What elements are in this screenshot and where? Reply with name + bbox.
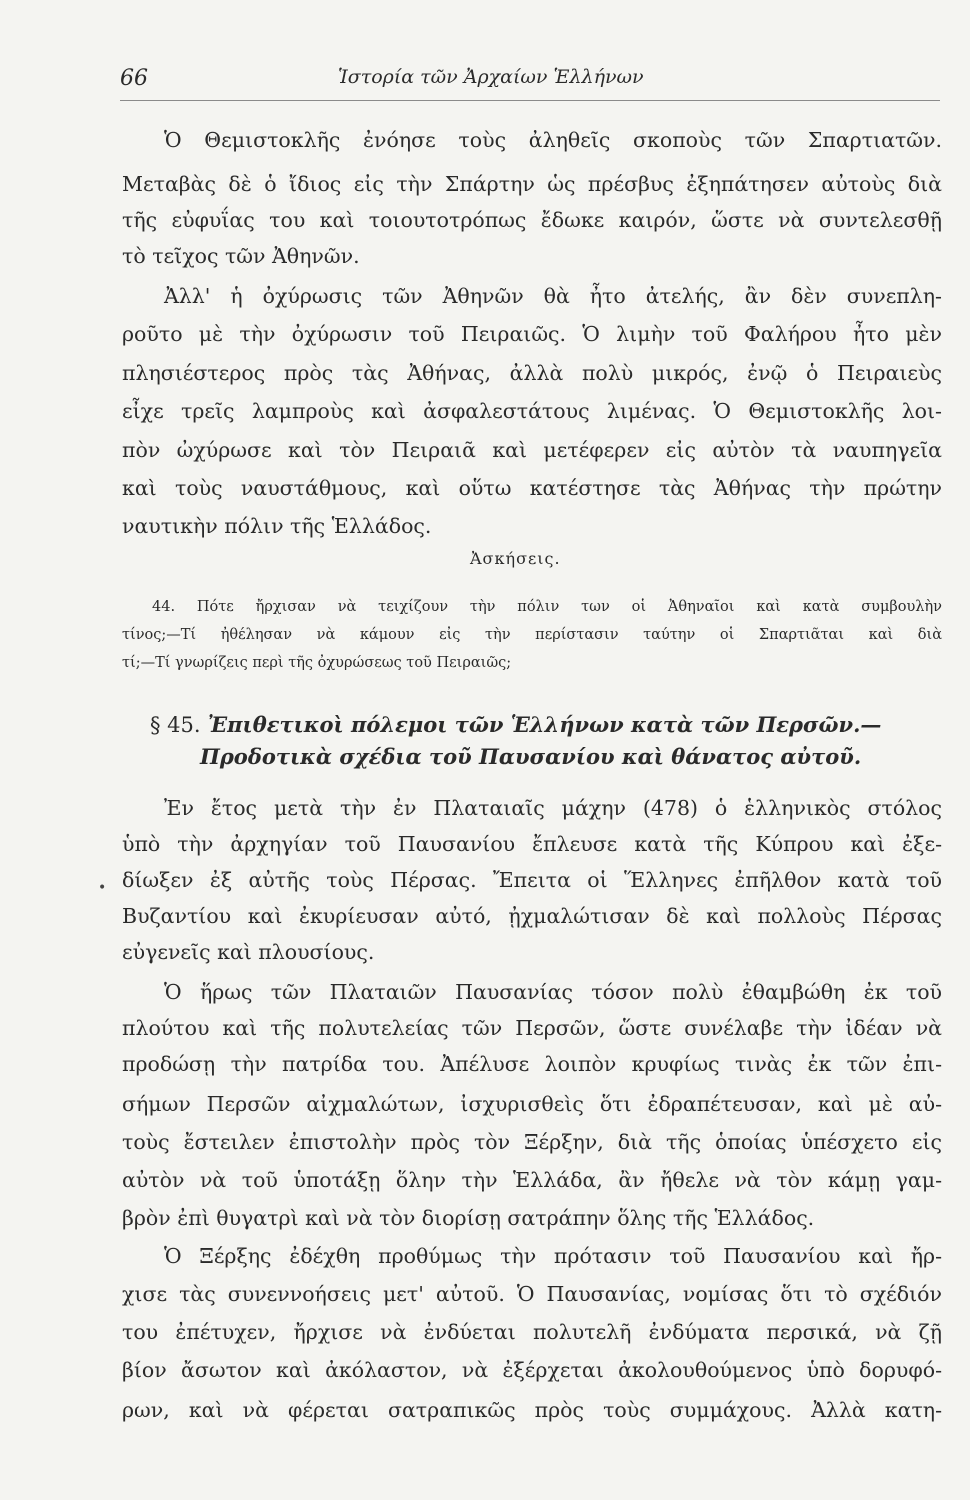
text-line: ρων, καὶ νὰ φέρεται σατραπικῶς πρὸς τοὺς συμμάχους. Ἀλλὰ κατη- xyxy=(122,1398,942,1422)
text-line: εἶχε τρεῖς λαμπροὺς καὶ ἀσφαλεστάτους λιμένας. Ὁ Θεμιστοκλῆς λοι- xyxy=(122,399,942,423)
text-line: αὐτὸν νὰ τοῦ ὑποτάξῃ ὅλην τὴν Ἑλλάδα, ἂν ἤθελε νὰ τὸν κάμῃ γαμ- xyxy=(122,1168,942,1192)
page-number: 66 xyxy=(120,66,148,91)
section-heading xyxy=(150,712,940,737)
text-line: σήμων Περσῶν αἰχμαλώτων, ἰσχυρισθεὶς ὅτι ἐδραπέτευσαν, καὶ μὲ αὐ- xyxy=(122,1092,942,1116)
text-line: πὸν ὠχύρωσε καὶ τὸν Πειραιᾶ καὶ μετέφερεν εἰς αὐτὸν τὰ ναυπηγεῖα xyxy=(122,438,942,462)
page-header xyxy=(120,66,940,98)
section-title-line2: Προδοτικὰ σχέδια τοῦ Παυσανίου καὶ θάνατος αὐτοῦ. xyxy=(200,744,862,769)
text-line: τὸ τεῖχος τῶν Ἀθηνῶν. xyxy=(122,244,360,268)
text-line: Βυζαντίου καὶ ἐκυρίευσαν αὐτό, ᾐχμαλώτισαν δὲ καὶ πολλοὺς Πέρσας xyxy=(122,904,942,928)
print-mark-dot: • xyxy=(98,880,107,896)
text-line: του ἐπέτυχεν, ἤρχισε νὰ ἐνδύεται πολυτελῆ ἐνδύματα περσικά, νὰ ζῇ xyxy=(122,1320,942,1344)
running-title: Ἱστορία τῶν Ἀρχαίων Ἑλλήνων xyxy=(338,66,644,88)
text-line: καὶ τοὺς ναυστάθμους, καὶ οὕτω κατέστησε τὰς Ἀθήνας τὴν πρώτην xyxy=(122,476,942,500)
text-line: ναυτικὴν πόλιν τῆς Ἑλλάδος. xyxy=(122,514,432,538)
text-line: δίωξεν ἐξ αὐτῆς τοὺς Πέρσας. Ἔπειτα οἱ Ἕλληνες ἐπῆλθον κατὰ τοῦ xyxy=(122,868,942,892)
text-line: ροῦτο μὲ τὴν ὀχύρωσιν τοῦ Πειραιῶς. Ὁ λιμὴν τοῦ Φαλήρου ἦτο μὲν xyxy=(122,322,942,346)
exercises-heading: Ἀσκήσεις. xyxy=(470,549,561,568)
exercise-line: τί;—Τί γνωρίζεις περὶ τῆς ὀχυρώσεως τοῦ Πειραιῶς; xyxy=(122,655,512,671)
text-line: τῆς εὐφυΐας του καὶ τοιουτοτρόπως ἔδωκε καιρόν, ὥστε νὰ συντελεσθῇ xyxy=(122,208,942,232)
section-number: § 45. xyxy=(150,713,201,737)
text-line: βίον ἄσωτον καὶ ἀκόλαστον, νὰ ἐξέρχεται ἀκολουθούμενος ὑπὸ δορυφό- xyxy=(122,1358,942,1382)
text-line: χισε τὰς συνεννοήσεις μετ' αὐτοῦ. Ὁ Παυσανίας, νομίσας ὅτι τὸ σχέδιόν xyxy=(122,1282,942,1306)
text-line: Ὁ Ξέρξης ἐδέχθη προθύμως τὴν πρότασιν τοῦ Παυσανίου καὶ ἤρ- xyxy=(164,1244,942,1268)
text-line: πλούτου καὶ τῆς πολυτελείας τῶν Περσῶν, ὥστε συνέλαβε τὴν ἰδέαν νὰ xyxy=(122,1016,942,1040)
exercise-line: 44. Πότε ἤρχισαν νὰ τειχίζουν τὴν πόλιν των οἱ Ἀθηναῖοι καὶ κατὰ συμβουλὴν xyxy=(152,599,942,615)
text-line: Ἐν ἔτος μετὰ τὴν ἐν Πλαταιαῖς μάχην (478) ὁ ἑλληνικὸς στόλος xyxy=(164,796,942,820)
exercise-line: τίνος;—Τί ἠθέλησαν νὰ κάμουν εἰς τὴν περίστασιν ταύτην οἱ Σπαρτιᾶται καὶ διὰ xyxy=(122,627,942,643)
text-line: Ὁ Θεμιστοκλῆς ἐνόησε τοὺς ἀληθεῖς σκοποὺς τῶν Σπαρτιατῶν. xyxy=(164,128,942,152)
text-line: βρὸν ἐπὶ θυγατρὶ καὶ νὰ τὸν διορίσῃ σατράπην ὅλης τῆς Ἑλλάδος. xyxy=(122,1206,815,1230)
text-line: ὑπὸ τὴν ἀρχηγίαν τοῦ Παυσανίου ἔπλευσε κατὰ τῆς Κύπρου καὶ ἐξε- xyxy=(122,832,942,856)
header-rule xyxy=(120,100,940,101)
text-line: πλησιέστερος πρὸς τὰς Ἀθήνας, ἀλλὰ πολὺ μικρός, ἐνῷ ὁ Πειραιεὺς xyxy=(122,361,942,385)
text-line: Μεταβὰς δὲ ὁ ἴδιος εἰς τὴν Σπάρτην ὡς πρέσβυς ἐξηπάτησεν αὐτοὺς διὰ xyxy=(122,172,942,196)
text-line: προδώσῃ τὴν πατρίδα του. Ἀπέλυσε λοιπὸν κρυφίως τινὰς ἐκ τῶν ἐπι- xyxy=(122,1052,942,1076)
text-line: εὐγενεῖς καὶ πλουσίους. xyxy=(122,940,375,964)
text-line: Ἀλλ' ἡ ὀχύρωσις τῶν Ἀθηνῶν θὰ ἦτο ἀτελής, ἂν δὲν συνεπλη- xyxy=(164,284,942,308)
section-title-line1: Ἐπιθετικοὶ πόλεμοι τῶν Ἑλλήνων κατὰ τῶν Περσῶν.— xyxy=(207,712,882,737)
text-line: τοὺς ἔστειλεν ἐπιστολὴν πρὸς τὸν Ξέρξην, διὰ τῆς ὁποίας ὑπέσχετο εἰς xyxy=(122,1130,942,1154)
text-line: Ὁ ἥρως τῶν Πλαταιῶν Παυσανίας τόσον πολὺ ἐθαμβώθη ἐκ τοῦ xyxy=(164,980,942,1004)
